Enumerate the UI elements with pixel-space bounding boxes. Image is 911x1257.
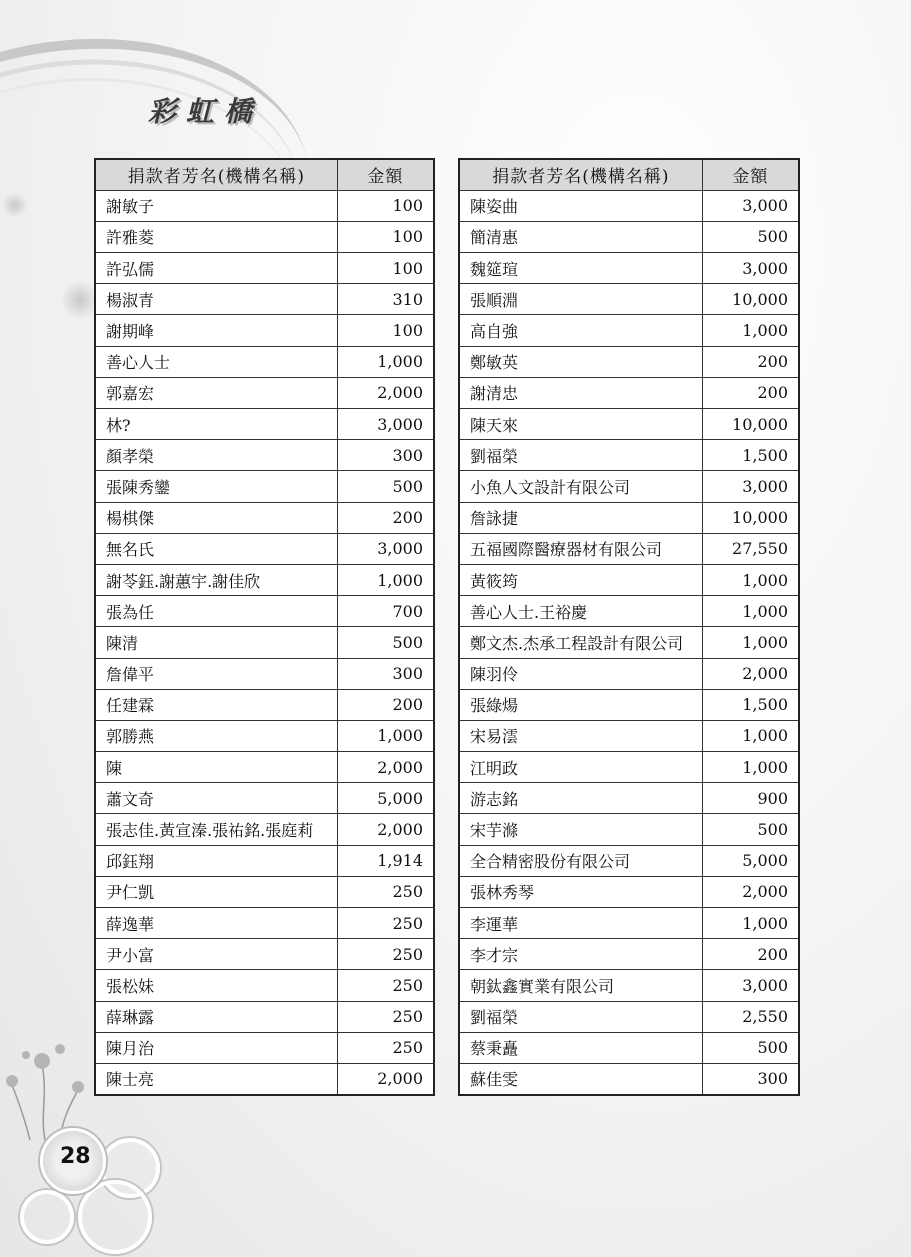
- donation-amount: 1,000: [702, 564, 799, 595]
- donor-name: 五福國際醫療器材有限公司: [459, 533, 702, 564]
- donation-amount: 2,000: [337, 377, 434, 408]
- table-row: [95, 720, 434, 751]
- donation-amount: 27,550: [702, 533, 799, 564]
- table-row: [95, 253, 434, 284]
- donor-name: 善心人士.王裕慶: [459, 596, 702, 627]
- donor-table-left: [94, 158, 435, 1096]
- donor-name: 張順淵: [459, 284, 702, 315]
- table-row: [95, 845, 434, 876]
- table-row: [459, 564, 799, 595]
- donation-amount: 1,000: [337, 346, 434, 377]
- donor-name: 黃筱筠: [459, 564, 702, 595]
- table-row: [95, 440, 434, 471]
- donor-name: 鄭敏英: [459, 346, 702, 377]
- table-row: [459, 502, 799, 533]
- donation-amount: 3,000: [702, 471, 799, 502]
- donor-name: 楊淑青: [95, 284, 337, 315]
- donor-name: 蕭文奇: [95, 783, 337, 814]
- donation-amount: 2,000: [702, 876, 799, 907]
- section-title: 彩虹橋: [148, 95, 263, 128]
- donor-name: 邱鈺翔: [95, 845, 337, 876]
- table-row: [95, 533, 434, 564]
- donor-name: 任建霖: [95, 689, 337, 720]
- table-row: [459, 814, 799, 845]
- donation-amount: 1,000: [337, 720, 434, 751]
- donation-amount: 5,000: [337, 783, 434, 814]
- donation-amount: 500: [337, 627, 434, 658]
- donor-name: 詹偉平: [95, 658, 337, 689]
- donation-amount: 200: [702, 939, 799, 970]
- donation-amount: 700: [337, 596, 434, 627]
- donation-amount: 3,000: [337, 533, 434, 564]
- donor-name: 善心人士: [95, 346, 337, 377]
- table-row: [459, 253, 799, 284]
- donor-name: 林?: [95, 409, 337, 440]
- table-row: [459, 720, 799, 751]
- donation-amount: 1,914: [337, 845, 434, 876]
- donation-amount: 200: [702, 346, 799, 377]
- donor-name: 魏筵瑄: [459, 253, 702, 284]
- donation-amount: 2,550: [702, 1001, 799, 1032]
- donation-amount: 2,000: [337, 1063, 434, 1094]
- table-row: [95, 221, 434, 252]
- donor-name: 郭嘉宏: [95, 377, 337, 408]
- donation-amount: 310: [337, 284, 434, 315]
- donation-amount: 100: [337, 221, 434, 252]
- table-row: [95, 814, 434, 845]
- donation-amount: 250: [337, 908, 434, 939]
- donor-name: 陳羽伶: [459, 658, 702, 689]
- table-row: [95, 596, 434, 627]
- donor-name: 陳天來: [459, 409, 702, 440]
- donation-amount: 300: [337, 658, 434, 689]
- donor-name: 無名氏: [95, 533, 337, 564]
- donation-amount: 1,000: [702, 315, 799, 346]
- donor-name: 張松妹: [95, 970, 337, 1001]
- table-row: [459, 908, 799, 939]
- donor-name: 張陳秀鑾: [95, 471, 337, 502]
- donor-name: 陳姿曲: [459, 190, 702, 221]
- table-row: [459, 284, 799, 315]
- table-row: [95, 315, 434, 346]
- donor-name: 張志佳.黃宣溱.張祐銘.張庭莉: [95, 814, 337, 845]
- table-row: [95, 627, 434, 658]
- donation-amount: 1,000: [702, 720, 799, 751]
- table-row: [95, 409, 434, 440]
- table-row: [459, 221, 799, 252]
- donor-name: 許弘儒: [95, 253, 337, 284]
- donor-name: 顏孝榮: [95, 440, 337, 471]
- column-header-amount: 金額: [337, 159, 434, 190]
- table-row: [95, 284, 434, 315]
- donation-amount: 250: [337, 1001, 434, 1032]
- table-row: [95, 908, 434, 939]
- page-number: 28: [60, 1144, 91, 1169]
- table-row: [459, 1001, 799, 1032]
- table-row: [459, 346, 799, 377]
- donor-name: 尹小富: [95, 939, 337, 970]
- donor-name: 張為任: [95, 596, 337, 627]
- donation-amount: 100: [337, 315, 434, 346]
- donor-name: 朝鈦鑫實業有限公司: [459, 970, 702, 1001]
- donor-name: 小魚人文設計有限公司: [459, 471, 702, 502]
- donation-amount: 3,000: [702, 190, 799, 221]
- table-row: [95, 689, 434, 720]
- donor-name: 宋易澐: [459, 720, 702, 751]
- donation-amount: 1,000: [702, 596, 799, 627]
- donation-amount: 10,000: [702, 502, 799, 533]
- table-row: [459, 939, 799, 970]
- table-row: [95, 1063, 434, 1094]
- donation-amount: 5,000: [702, 845, 799, 876]
- table-row: [459, 783, 799, 814]
- donor-name: 蘇佳雯: [459, 1063, 702, 1094]
- column-header-name: 捐款者芳名(機構名稱): [459, 159, 702, 190]
- table-row: [459, 689, 799, 720]
- donor-name: 陳清: [95, 627, 337, 658]
- donor-name: 簡清惠: [459, 221, 702, 252]
- donation-amount: 2,000: [337, 752, 434, 783]
- donation-amount: 1,500: [702, 440, 799, 471]
- donor-name: 詹詠捷: [459, 502, 702, 533]
- column-header-name: 捐款者芳名(機構名稱): [95, 159, 337, 190]
- table-row: [95, 658, 434, 689]
- decorative-ring: [78, 1180, 152, 1254]
- donation-amount: 10,000: [702, 409, 799, 440]
- donation-amount: 500: [702, 221, 799, 252]
- donor-table-right-body: [459, 190, 799, 1094]
- donor-name: 楊棋傑: [95, 502, 337, 533]
- donor-name: 江明政: [459, 752, 702, 783]
- donation-amount: 500: [337, 471, 434, 502]
- donor-name: 尹仁凱: [95, 876, 337, 907]
- table-row: [459, 409, 799, 440]
- donor-name: 薛琳露: [95, 1001, 337, 1032]
- donation-amount: 2,000: [702, 658, 799, 689]
- flower-decoration-icon: [0, 1035, 95, 1140]
- table-row: [459, 876, 799, 907]
- table-row: [95, 471, 434, 502]
- donation-amount: 1,500: [702, 689, 799, 720]
- donation-amount: 500: [702, 814, 799, 845]
- donation-amount: 3,000: [702, 970, 799, 1001]
- table-row: [459, 1063, 799, 1094]
- table-row: [459, 440, 799, 471]
- donor-name: 陳士亮: [95, 1063, 337, 1094]
- donation-amount: 2,000: [337, 814, 434, 845]
- table-row: [95, 876, 434, 907]
- donor-name: 劉福榮: [459, 1001, 702, 1032]
- donation-amount: 3,000: [702, 253, 799, 284]
- decorative-ring: [20, 1190, 74, 1244]
- table-row: [459, 845, 799, 876]
- table-row: [459, 658, 799, 689]
- donor-name: 陳: [95, 752, 337, 783]
- column-header-amount: 金額: [702, 159, 799, 190]
- table-row: [95, 939, 434, 970]
- table-header-row: [95, 159, 434, 190]
- table-row: [95, 1001, 434, 1032]
- table-header-row: [459, 159, 799, 190]
- decorative-dot: [2, 192, 28, 218]
- donation-amount: 200: [337, 502, 434, 533]
- donor-name: 全合精密股份有限公司: [459, 845, 702, 876]
- donor-name: 郭勝燕: [95, 720, 337, 751]
- donor-name: 蔡秉矗: [459, 1032, 702, 1063]
- table-row: [459, 533, 799, 564]
- donor-name: 高自強: [459, 315, 702, 346]
- donation-amount: 1,000: [702, 627, 799, 658]
- donor-name: 謝期峰: [95, 315, 337, 346]
- table-row: [95, 190, 434, 221]
- donation-amount: 10,000: [702, 284, 799, 315]
- table-row: [95, 970, 434, 1001]
- table-row: [459, 752, 799, 783]
- table-row: [459, 190, 799, 221]
- table-row: [95, 564, 434, 595]
- donation-amount: 250: [337, 876, 434, 907]
- donation-amount: 250: [337, 1032, 434, 1063]
- donor-name: 鄭文杰.杰承工程設計有限公司: [459, 627, 702, 658]
- table-row: [459, 471, 799, 502]
- table-row: [95, 502, 434, 533]
- donor-table-left-body: [95, 190, 434, 1094]
- table-row: [459, 970, 799, 1001]
- donor-name: 宋芋滌: [459, 814, 702, 845]
- table-row: [459, 1032, 799, 1063]
- table-row: [95, 752, 434, 783]
- donor-name: 許雅菱: [95, 221, 337, 252]
- donor-name: 李運華: [459, 908, 702, 939]
- donor-name: 張林秀琴: [459, 876, 702, 907]
- donation-amount: 250: [337, 970, 434, 1001]
- donation-amount: 3,000: [337, 409, 434, 440]
- donor-name: 劉福榮: [459, 440, 702, 471]
- donor-name: 張綠煬: [459, 689, 702, 720]
- donation-amount: 500: [702, 1032, 799, 1063]
- donation-amount: 900: [702, 783, 799, 814]
- donation-amount: 100: [337, 190, 434, 221]
- donation-amount: 300: [337, 440, 434, 471]
- table-row: [95, 346, 434, 377]
- table-row: [95, 1032, 434, 1063]
- donor-name: 薛逸華: [95, 908, 337, 939]
- table-row: [95, 783, 434, 814]
- donation-amount: 200: [337, 689, 434, 720]
- donation-amount: 1,000: [702, 908, 799, 939]
- donor-name: 謝苓鈺.謝蕙宇.謝佳欣: [95, 564, 337, 595]
- table-row: [459, 315, 799, 346]
- table-row: [459, 377, 799, 408]
- donation-amount: 250: [337, 939, 434, 970]
- table-row: [95, 377, 434, 408]
- donation-amount: 300: [702, 1063, 799, 1094]
- donor-name: 謝敏子: [95, 190, 337, 221]
- table-row: [459, 627, 799, 658]
- donation-amount: 1,000: [337, 564, 434, 595]
- donor-table-right: [458, 158, 800, 1096]
- donation-amount: 100: [337, 253, 434, 284]
- donor-name: 謝清忠: [459, 377, 702, 408]
- donor-name: 陳月治: [95, 1032, 337, 1063]
- donation-amount: 200: [702, 377, 799, 408]
- table-row: [459, 596, 799, 627]
- donor-name: 游志銘: [459, 783, 702, 814]
- donor-name: 李才宗: [459, 939, 702, 970]
- donation-amount: 1,000: [702, 752, 799, 783]
